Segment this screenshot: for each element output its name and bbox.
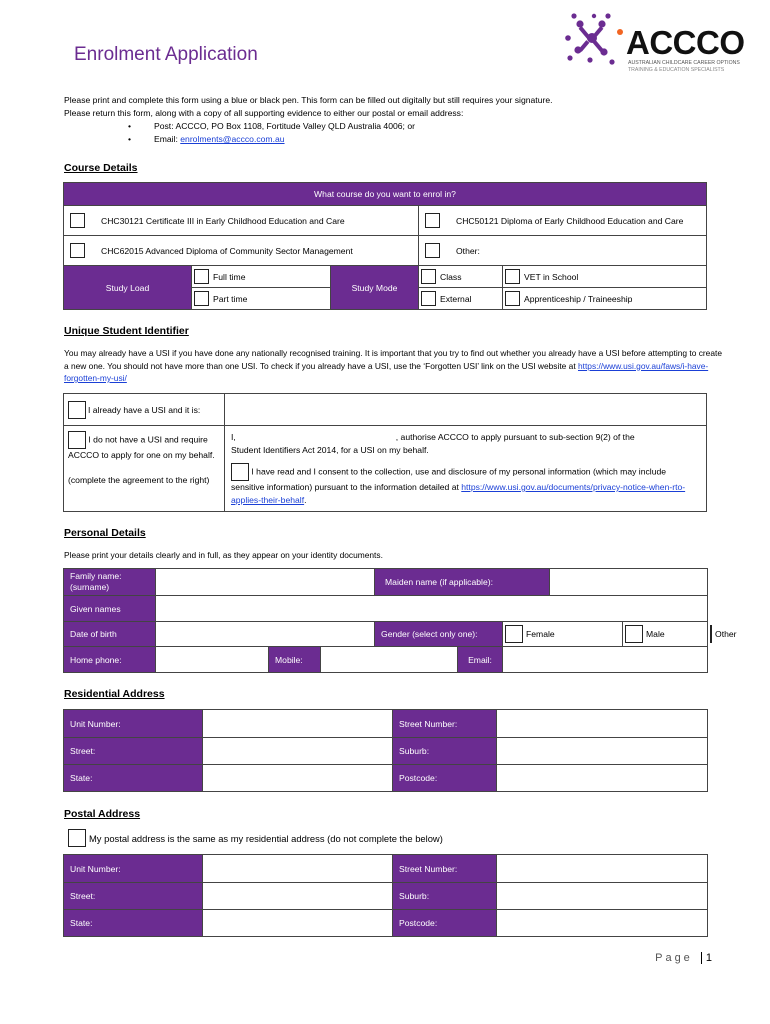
maiden-name-field[interactable] bbox=[550, 569, 708, 596]
logo-tagline: AUSTRALIAN CHILDCARE CAREER OPTIONS bbox=[628, 60, 740, 66]
post-unit-field[interactable] bbox=[203, 855, 393, 883]
res-state-label: State: bbox=[64, 765, 203, 792]
course-option: CHC50121 Diploma of Early Childhood Education and Care bbox=[419, 206, 707, 236]
post-street-number-field[interactable] bbox=[497, 855, 708, 883]
have-usi-checkbox[interactable] bbox=[68, 401, 86, 419]
apprenticeship-checkbox[interactable] bbox=[505, 291, 520, 306]
post-suburb-label: Suburb: bbox=[393, 883, 497, 910]
course-checkbox[interactable] bbox=[425, 213, 440, 228]
post-state-field[interactable] bbox=[203, 910, 393, 937]
study-load-option: Full time bbox=[192, 266, 331, 288]
gender-option: Male bbox=[623, 622, 708, 647]
maiden-name-label: Maiden name (if applicable): bbox=[375, 569, 550, 596]
post-postcode-field[interactable] bbox=[497, 910, 708, 937]
usi-heading: Unique Student Identifier bbox=[64, 325, 189, 337]
post-street-number-label: Street Number: bbox=[393, 855, 497, 883]
email-label: Email: bbox=[458, 647, 503, 673]
male-checkbox[interactable] bbox=[625, 625, 643, 643]
part-time-checkbox[interactable] bbox=[194, 291, 209, 306]
have-usi-option: I already have a USI and it is: bbox=[64, 394, 225, 426]
study-load-option: Part time bbox=[192, 288, 331, 310]
logo-mark-icon bbox=[562, 10, 626, 70]
gender-label: Gender (select only one): bbox=[375, 622, 503, 647]
post-street-field[interactable] bbox=[203, 883, 393, 910]
post-unit-label: Unit Number: bbox=[64, 855, 203, 883]
mobile-label: Mobile: bbox=[269, 647, 321, 673]
res-suburb-label: Suburb: bbox=[393, 738, 497, 765]
logo-tagline-secondary: TRAINING & EDUCATION SPECIALISTS bbox=[628, 67, 725, 73]
res-unit-field[interactable] bbox=[203, 710, 393, 738]
study-load-label: Study Load bbox=[64, 266, 192, 310]
study-mode-option: VET in School bbox=[503, 266, 707, 288]
residential-address-heading: Residential Address bbox=[64, 688, 165, 700]
gender-option: Female bbox=[503, 622, 623, 647]
course-checkbox[interactable] bbox=[70, 243, 85, 258]
dob-field[interactable] bbox=[156, 622, 375, 647]
res-state-field[interactable] bbox=[203, 765, 393, 792]
postal-table bbox=[63, 854, 708, 937]
dob-label: Date of birth bbox=[64, 622, 156, 647]
study-mode-option: Apprenticeship / Traineeship bbox=[503, 288, 707, 310]
usi-forgotten-link[interactable]: https://www.usi.gov.au/faws/i-have-forgotten-my-usi/ bbox=[64, 360, 709, 383]
accco-logo bbox=[562, 10, 762, 80]
privacy-notice-link[interactable]: https://www.usi.gov.au/documents/privacy-notice-when-rto-applies-their-behalf bbox=[231, 482, 686, 505]
given-names-field[interactable] bbox=[156, 596, 708, 622]
email-field[interactable] bbox=[503, 647, 708, 673]
home-phone-label: Home phone: bbox=[64, 647, 156, 673]
post-suburb-field[interactable] bbox=[497, 883, 708, 910]
study-mode-label: Study Mode bbox=[331, 266, 419, 310]
course-checkbox[interactable] bbox=[425, 243, 440, 258]
study-mode-option: Class bbox=[419, 266, 503, 288]
full-time-checkbox[interactable] bbox=[194, 269, 209, 284]
email-link[interactable]: enrolments@accco.com.au bbox=[180, 134, 285, 144]
female-checkbox[interactable] bbox=[505, 625, 523, 643]
course-option: CHC62015 Advanced Diploma of Community Sector Management bbox=[64, 236, 419, 266]
course-details-heading: Course Details bbox=[64, 162, 138, 174]
post-state-label: State: bbox=[64, 910, 203, 937]
course-option: Other: bbox=[419, 236, 707, 266]
res-street-number-field[interactable] bbox=[497, 710, 708, 738]
page-number: 1 bbox=[701, 952, 712, 964]
email-address: • Email: enrolments@accco.com.au bbox=[154, 133, 724, 146]
residential-table bbox=[63, 709, 708, 792]
intro-line: Please return this form, along with a copy of all supporting evidence to either our postal or email address: bbox=[64, 108, 464, 118]
course-checkbox[interactable] bbox=[70, 213, 85, 228]
page-title: Enrolment Application bbox=[74, 44, 258, 65]
post-address: • Post: ACCCO, PO Box 1108, Fortitude Valley QLD Australia 4006; or bbox=[154, 120, 724, 133]
course-option: CHC30121 Certificate III in Early Childhood Education and Care bbox=[64, 206, 419, 236]
other-checkbox[interactable] bbox=[710, 625, 712, 643]
page-label: Page bbox=[655, 952, 693, 964]
postal-address-heading: Postal Address bbox=[64, 808, 141, 820]
course-table bbox=[63, 182, 707, 310]
post-street-label: Street: bbox=[64, 883, 203, 910]
usi-authority: I, , authorise ACCCO to apply pursuant to sub-section 9(2) of the Student Identifiers Act 2014, for a USI on my behalf. I have read and I consent to the collection, use and disclosure of my personal information (which may include sensitive information) pursuant to the information detailed at https://www.usi.gov.au/documents/privacy-notice-when-rto-applies-their-behalf. bbox=[225, 426, 707, 512]
course-question: What course do you want to enrol in? bbox=[64, 183, 707, 206]
logo-wordmark: ACCCO bbox=[626, 24, 745, 61]
no-usi-option: I do not have a USI and require ACCCO to apply for one on my behalf. (complete the agreement to the right) bbox=[64, 426, 225, 512]
usi-number-field[interactable] bbox=[225, 394, 707, 426]
mobile-field[interactable] bbox=[321, 647, 458, 673]
postal-same-option: My postal address is the same as my residential address (do not complete the below) bbox=[68, 829, 443, 847]
postal-same-checkbox[interactable] bbox=[68, 829, 86, 847]
res-street-number-label: Street Number: bbox=[393, 710, 497, 738]
post-postcode-label: Postcode: bbox=[393, 910, 497, 937]
res-postcode-field[interactable] bbox=[497, 765, 708, 792]
intro-text bbox=[64, 94, 724, 146]
res-street-field[interactable] bbox=[203, 738, 393, 765]
res-suburb-field[interactable] bbox=[497, 738, 708, 765]
usi-paragraph: You may already have a USI if you have done any nationally recognised training. It is important that you try to find out whether you already have a USI before attempting to create a new one. You should not have more than one USI. To check if you already have a USI, use the ‘Forgotten USI’ link on the USI website at https://www.usi.gov.au/faws/i-have-forgotten-my-usi/ bbox=[64, 348, 722, 383]
res-street-label: Street: bbox=[64, 738, 203, 765]
home-phone-field[interactable] bbox=[156, 647, 269, 673]
res-unit-label: Unit Number: bbox=[64, 710, 203, 738]
family-name-label: Family name: (surname) bbox=[64, 569, 156, 596]
usi-table bbox=[63, 393, 707, 512]
vet-in-school-checkbox[interactable] bbox=[505, 269, 520, 284]
personal-table: Family name: (surname) Maiden name (if applicable): Given names Date of birth Gender (select only one): Female Male Other Home phone: Mobile: Email: bbox=[63, 568, 708, 673]
res-postcode-label: Postcode: bbox=[393, 765, 497, 792]
no-usi-checkbox[interactable] bbox=[68, 431, 86, 449]
external-checkbox[interactable] bbox=[421, 291, 436, 306]
study-mode-option: External bbox=[419, 288, 503, 310]
personal-note: Please print your details clearly and in full, as they appear on your identity documents. bbox=[64, 550, 383, 560]
intro-line: Please print and complete this form using a blue or black pen. This form can be filled out digitally but still requires your signature. bbox=[64, 95, 553, 105]
given-names-label: Given names bbox=[64, 596, 156, 622]
family-name-field[interactable] bbox=[156, 569, 375, 596]
consent-checkbox[interactable] bbox=[231, 463, 249, 481]
personal-details-heading: Personal Details bbox=[64, 527, 146, 539]
class-checkbox[interactable] bbox=[421, 269, 436, 284]
page-footer bbox=[655, 952, 712, 964]
